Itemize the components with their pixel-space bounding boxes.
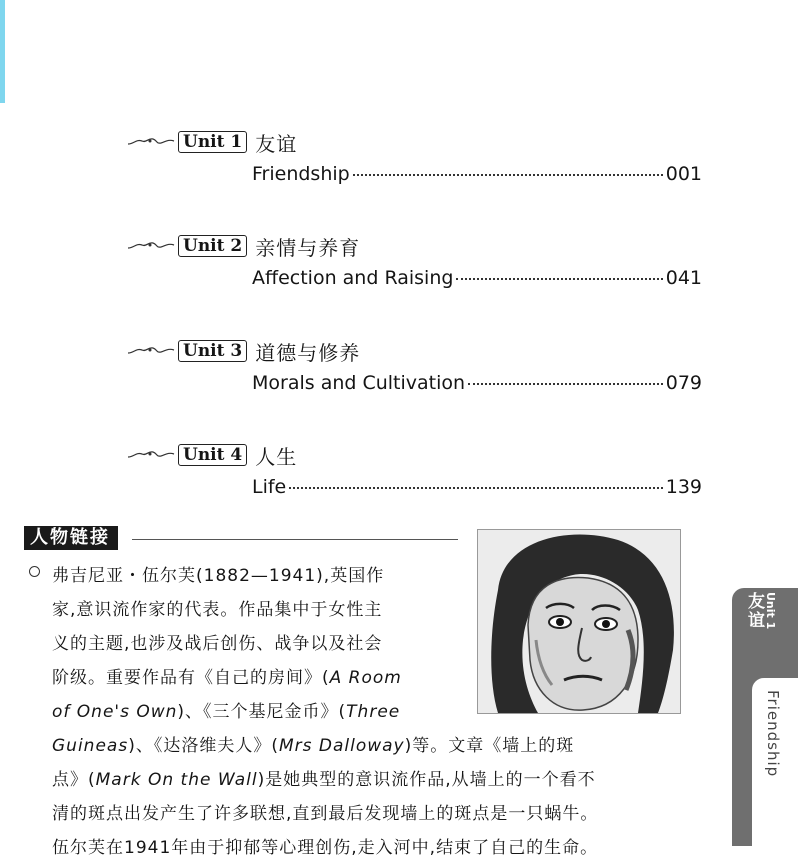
ornament-icon: [126, 135, 176, 149]
tab-cn-label: 友谊: [744, 592, 764, 630]
ornament-icon: [126, 239, 176, 253]
unit-badge: Unit 4: [178, 444, 247, 466]
bio-text-span: 阶级。重要作品有《自己的房间》(: [52, 668, 330, 688]
toc-entry[interactable]: [252, 476, 702, 498]
page-number: 079: [665, 372, 702, 394]
book-title-en: A Room: [329, 668, 402, 688]
unit-cn-title[interactable]: 友谊: [255, 131, 298, 156]
bio-section-header: [24, 526, 458, 552]
tab-en-label: Friendship: [764, 690, 782, 778]
bio-text-span: )等。文章《墙上的斑: [404, 736, 575, 756]
page-number: 001: [665, 163, 702, 185]
page-number: 041: [665, 267, 702, 289]
unit-cn-title[interactable]: 人生: [255, 444, 298, 469]
ornament-icon: [126, 448, 176, 462]
bio-line: 义的主题,也涉及战后创伤、战争以及社会: [52, 634, 383, 654]
bio-line: 清的斑点出发产生了许多联想,直到最后发现墙上的斑点是一只蜗牛。: [52, 804, 599, 824]
unit-en-title: Life: [252, 476, 287, 498]
bio-text-span: )是她典型的意识流作品,从墙上的一个看不: [257, 770, 596, 790]
bio-text-span: 点》(: [52, 770, 96, 790]
unit-heading: [126, 130, 297, 154]
toc-entry[interactable]: [252, 267, 702, 289]
unit-badge: Unit 3: [178, 340, 247, 362]
toc-entry[interactable]: [252, 163, 702, 185]
tab-unit-label: Unit 1: [764, 592, 777, 630]
unit-heading: [126, 234, 360, 258]
bio-line: 伍尔芙在1941年由于抑郁等心理创伤,走入河中,结束了自己的生命。: [52, 838, 599, 858]
side-tab-unit-1[interactable]: [728, 588, 798, 846]
bio-line: [52, 663, 402, 688]
bio-line: [52, 697, 400, 722]
unit-en-title: Friendship: [252, 163, 350, 185]
unit-cn-title[interactable]: 道德与修养: [255, 340, 361, 365]
unit-badge: Unit 1: [178, 131, 247, 153]
book-title-en: Three: [346, 702, 401, 722]
dot-leader: [468, 383, 663, 385]
unit-en-title: Morals and Cultivation: [252, 372, 466, 394]
ornament-icon: [126, 344, 176, 358]
unit-cn-title[interactable]: 亲情与养育: [255, 235, 361, 260]
bio-line: [52, 765, 596, 790]
bio-label: 人物链接: [24, 526, 118, 550]
bio-text-span: )、《达洛维夫人》(: [128, 736, 279, 756]
book-title-en: Mrs Dalloway: [278, 736, 405, 756]
toc-entry[interactable]: [252, 372, 702, 394]
book-title-en: Mark On the Wall: [95, 770, 258, 790]
bio-line: 弗吉尼亚・伍尔芙(1882—1941),英国作: [52, 566, 385, 586]
book-title-en: of One's Own: [52, 702, 178, 722]
edge-color-bar: [0, 0, 5, 103]
page-number: 139: [665, 476, 702, 498]
unit-en-title: Affection and Raising: [252, 267, 454, 289]
bio-line: [52, 731, 574, 756]
unit-badge: Unit 2: [178, 235, 247, 257]
divider: [132, 539, 458, 540]
bio-line: 家,意识流作家的代表。作品集中于女性主: [52, 600, 383, 620]
dot-leader: [289, 487, 662, 489]
portrait-image: [477, 529, 681, 714]
dot-leader: [456, 278, 662, 280]
unit-heading: [126, 339, 360, 363]
bullet-icon: [29, 566, 40, 577]
unit-heading: [126, 443, 297, 467]
dot-leader: [353, 174, 663, 176]
book-title-en: Guineas: [52, 736, 129, 756]
bio-text-span: )、《三个基尼金币》(: [177, 702, 347, 722]
